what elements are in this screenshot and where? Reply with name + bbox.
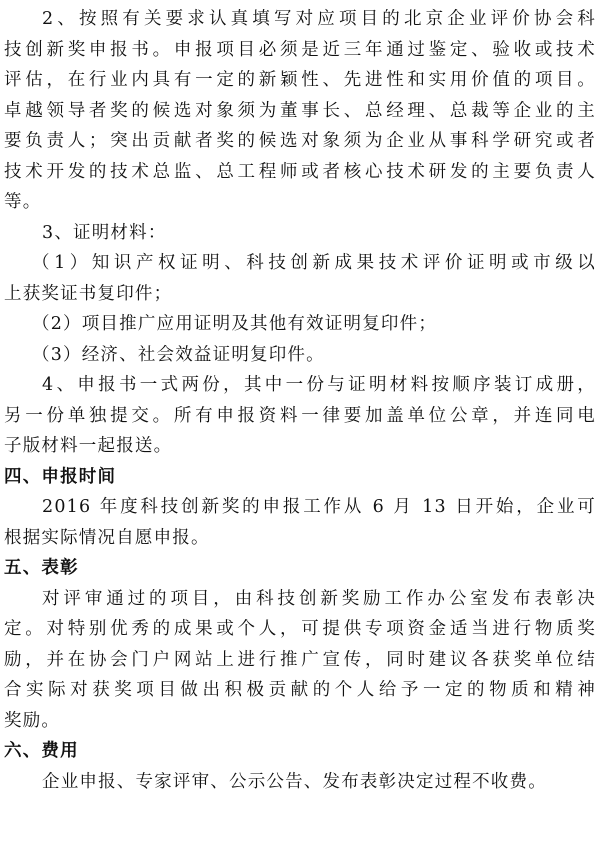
- paragraph-line: 奖励。: [4, 710, 61, 731]
- sub-item-1-line: （1）知识产权证明、科技创新成果技术评价证明或市级以: [32, 253, 596, 273]
- paragraph-line: 等。: [4, 192, 42, 212]
- paragraph-line: 另一份单独提交。所有申报资料一律要加盖单位公章，并连同电: [4, 405, 596, 426]
- paragraph-line: 子版材料一起报送。: [4, 436, 173, 456]
- paragraph-line: 技术开发的技术总监、总工程师或者核心技术研发的主要负责人: [4, 161, 596, 182]
- section-heading-commendation: 五、表彰: [4, 558, 79, 578]
- sub-item-2: （2）项目推广应用证明及其他有效证明复印件；: [32, 314, 438, 334]
- section-heading-fees: 六、费用: [4, 741, 79, 761]
- paragraph-line: 合实际对获奖项目做出积极贡献的个人给予一定的物质和精神: [4, 680, 596, 700]
- paragraph-line: 卓越领导者奖的候选对象须为董事长、总经理、总裁等企业的主: [4, 100, 596, 121]
- item-3-proof-materials: [4, 218, 596, 371]
- paragraph-line: 励，并在协会门户网站上进行推广宣传，同时建议各获奖单位结: [4, 649, 596, 670]
- section-6-paragraph: [4, 767, 596, 798]
- paragraph-line: 定。对特别优秀的成果或个人，可提供专项资金适当进行物质奖: [4, 619, 596, 639]
- paragraph-line: 2、按照有关要求认真填写对应项目的北京企业评价协会科: [42, 9, 596, 29]
- paragraph-line: 根据实际情况自愿申报。: [4, 527, 210, 548]
- paragraph-line: 对评审通过的项目，由科技创新奖励工作办公室发布表彰决: [42, 588, 596, 609]
- section-4-paragraph: [4, 492, 596, 553]
- paragraph-line: 技创新奖申报书。申报项目必须是近三年通过鉴定、验收或技术: [4, 39, 596, 60]
- paragraph-line: 要负责人；突出贡献者奖的候选对象须为企业从事科学研究或者: [4, 131, 596, 151]
- item-4-paragraph: [4, 370, 596, 462]
- paragraph-line: 4、申报书一式两份，其中一份与证明材料按顺序装订成册，: [42, 375, 596, 395]
- item-2-paragraph: [4, 4, 596, 218]
- paragraph-line: 2016 年度科技创新奖的申报工作从 6 月 13 日开始，企业可: [42, 497, 596, 517]
- paragraph-line: 企业申报、专家评审、公示公告、发布表彰决定过程不收费。: [42, 771, 547, 792]
- item-3-title: 3、证明材料：: [42, 222, 167, 243]
- section-heading-application-time: 四、申报时间: [4, 466, 117, 487]
- sub-item-1-line: 上获奖证书复印件；: [4, 283, 173, 304]
- paragraph-line: 评估，在行业内具有一定的新颖性、先进性和实用价值的项目。: [4, 70, 596, 90]
- section-5-paragraph: [4, 584, 596, 737]
- sub-item-3: （3）经济、社会效益证明复印件。: [32, 344, 325, 365]
